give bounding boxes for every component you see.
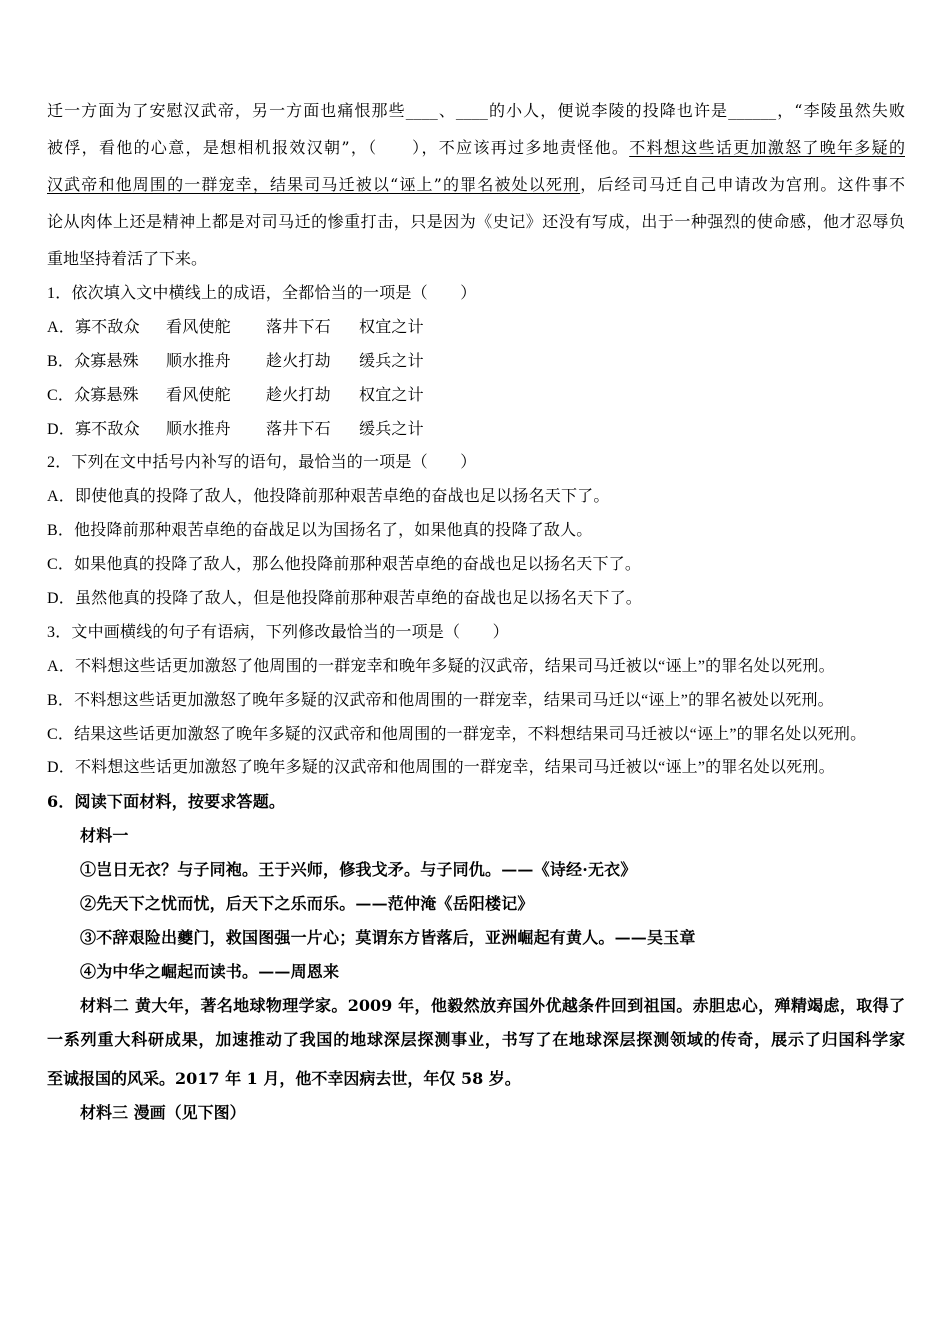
option-c [47,548,905,582]
passage-line-3 [47,166,905,203]
option-text: 不料想这些话更加激怒了晚年多疑的汉武帝和他周围的一群宠幸，结果司马迁被以“诬上”的罪名处以死刑。 [74,759,835,777]
idiom: 看风使舵 [166,386,231,404]
option-label: D． [47,590,75,608]
option-label: D． [47,420,75,438]
idiom: 缓兵之计 [359,420,424,438]
passage-line-5 [47,240,905,277]
option-d [47,413,905,447]
option-label: A． [47,488,75,506]
idiom: 权宜之计 [359,318,424,336]
option-label: C． [47,725,75,743]
page-content [47,92,905,1130]
passage-line-4 [47,203,905,240]
option-first-cell [47,379,166,413]
material-1-quote: ④为中华之崛起而读书。——周恩来 [80,961,340,981]
idiom: 看风使舵 [166,318,231,336]
passage-text: ，后经司马迁自己申请改为宫刑。这件事不 [580,175,905,194]
idiom: 寡不敌众 [74,420,140,438]
passage-text: 、 [437,101,456,120]
option-text: 即使他真的投降了敌人，他投降前那种艰苦卓绝的奋战也足以扬名天下了。 [74,488,610,506]
underlined-sentence: 汉武帝和他周围的一群宠幸，结果司马迁被以“诬上”的罪名被处以死刑 [47,175,581,194]
passage-text: ，“李陵虽然失败 [776,101,905,120]
material-3-title: 材料三 漫画（见下图） [80,1102,246,1122]
idiom: 落井下石 [266,318,331,336]
option-a [47,480,905,514]
option-a [47,650,905,684]
question-stem: 1．依次填入文中横线上的成语，全都恰当的一项是（ ） [47,285,477,302]
material-2-line: 材料二 黄大年，著名地球物理学家。2009 年，他毅然放弃国外优越条件回到祖国。赤胆忠心，殚精竭虑，取得了 [80,995,905,1015]
idiom: 众寡悬殊 [74,352,139,370]
option-label: C． [47,386,75,404]
option-text: 如果他真的投降了敌人，那么他投降前那种艰苦卓绝的奋战也足以扬名天下了。 [74,556,642,574]
option-text: 虽然他真的投降了敌人，但是他投降前那种艰苦卓绝的奋战也足以扬名天下了。 [74,590,642,608]
material-1-quote: ②先天下之忧而忧，后天下之乐而乐。——范仲淹《岳阳楼记》 [80,894,534,914]
passage-text: 迁一方面为了安慰汉武帝，另一方面也痛恨那些 [47,101,406,120]
underlined-sentence: 不料想这些话更加激怒了晚年多疑的 [629,138,905,157]
idiom: 缓兵之计 [359,352,424,370]
idiom: 落井下石 [266,420,331,438]
option-d [47,582,905,616]
passage-line-1 [47,92,905,129]
idiom: 众寡悬殊 [74,386,139,404]
passage-line-2 [47,129,905,166]
option-c [47,718,905,752]
option-a [47,311,905,345]
passage-text: 论从肉体上还是精神上都是对司马迁的惨重打击，只是因为《史记》还没有写成，出于一种强烈的使命感，他才忍辱负 [47,212,905,231]
idiom: 寡不敌众 [74,318,140,336]
material-2-line: 一系列重大科研成果，加速推动了我国的地球深层探测事业，书写了在地球深层探测领域的传奇，展示了归国科学家 [47,1029,905,1049]
option-label: B． [47,691,75,709]
option-first-cell [47,311,166,345]
option-first-cell [47,345,166,379]
passage-text: 重地坚持着活了下来。 [47,249,208,268]
material-1-quote: ①岂日无衣？与子同袍。王于兴师，修我戈矛。与子同仇。——《诗经·无衣》 [80,860,637,880]
option-label: B． [47,522,75,540]
option-label: D． [47,759,75,777]
question-stem: 3．文中画横线的句子有语病，下列修改最恰当的一项是（ ） [47,623,509,641]
option-label: C． [47,556,75,574]
option-text: 不料想这些话更加激怒了晚年多疑的汉武帝和他周围的一群宠幸，结果司马迁以“诬上”的罪名被处以死刑。 [74,691,834,709]
option-text: 不料想这些话更加激怒了他周围的一群宠幸和晚年多疑的汉武帝，结果司马迁被以“诬上”的罪名处以死刑。 [74,657,835,675]
idiom: 趁火打劫 [266,352,331,370]
option-c [47,379,905,413]
idiom: 顺水推舟 [166,352,231,370]
answer-blank-1: ____ [405,101,438,120]
option-b [47,514,905,548]
option-text: 结果这些话更加激怒了晚年多疑的汉武帝和他周围的一群宠幸，不料想结果司马迁被以“诬上”的罪名处以死刑。 [74,725,867,743]
option-b [47,345,905,379]
option-d [47,751,905,785]
option-text: 他投降前那种艰苦卓绝的奋战足以为国扬名了，如果他真的投降了敌人。 [74,522,593,540]
question-6 [47,785,905,1129]
passage-text: 的小人，便说李陵的投降也许是 [487,101,729,120]
idiom: 顺水推舟 [166,420,231,438]
option-label: A． [47,657,75,675]
option-b [47,684,905,718]
passage-text: 被俘，看他的心意，是想相机报效汉朝”，（ ），不应该再过多地责怪他。 [47,138,630,157]
idiom: 权宜之计 [359,386,424,404]
idiom: 趁火打劫 [266,386,331,404]
question-3 [47,616,905,785]
passage [47,92,905,277]
question-2 [47,446,905,615]
question-1 [47,277,905,446]
option-label: A． [47,318,75,336]
question-stem: 2．下列在文中括号内补写的语句，最恰当的一项是（ ） [47,454,477,472]
question-heading: 6．阅读下面材料，按要求答题。 [47,792,286,812]
answer-blank-2: ____ [455,101,488,120]
material-2-line: 至诚报国的风采。2017 年 1 月，他不幸因病去世，年仅 58 岁。 [47,1068,521,1088]
material-2 [47,989,905,1096]
option-label: B． [47,352,75,370]
material-1-title: 材料一 [80,826,129,846]
option-first-cell [47,413,166,447]
material-1-quote: ③不辞艰险出夔门，救国图强一片心；莫谓东方皆落后，亚洲崛起有黄人。——吴玉章 [80,927,696,947]
answer-blank-3: ______ [728,101,777,120]
